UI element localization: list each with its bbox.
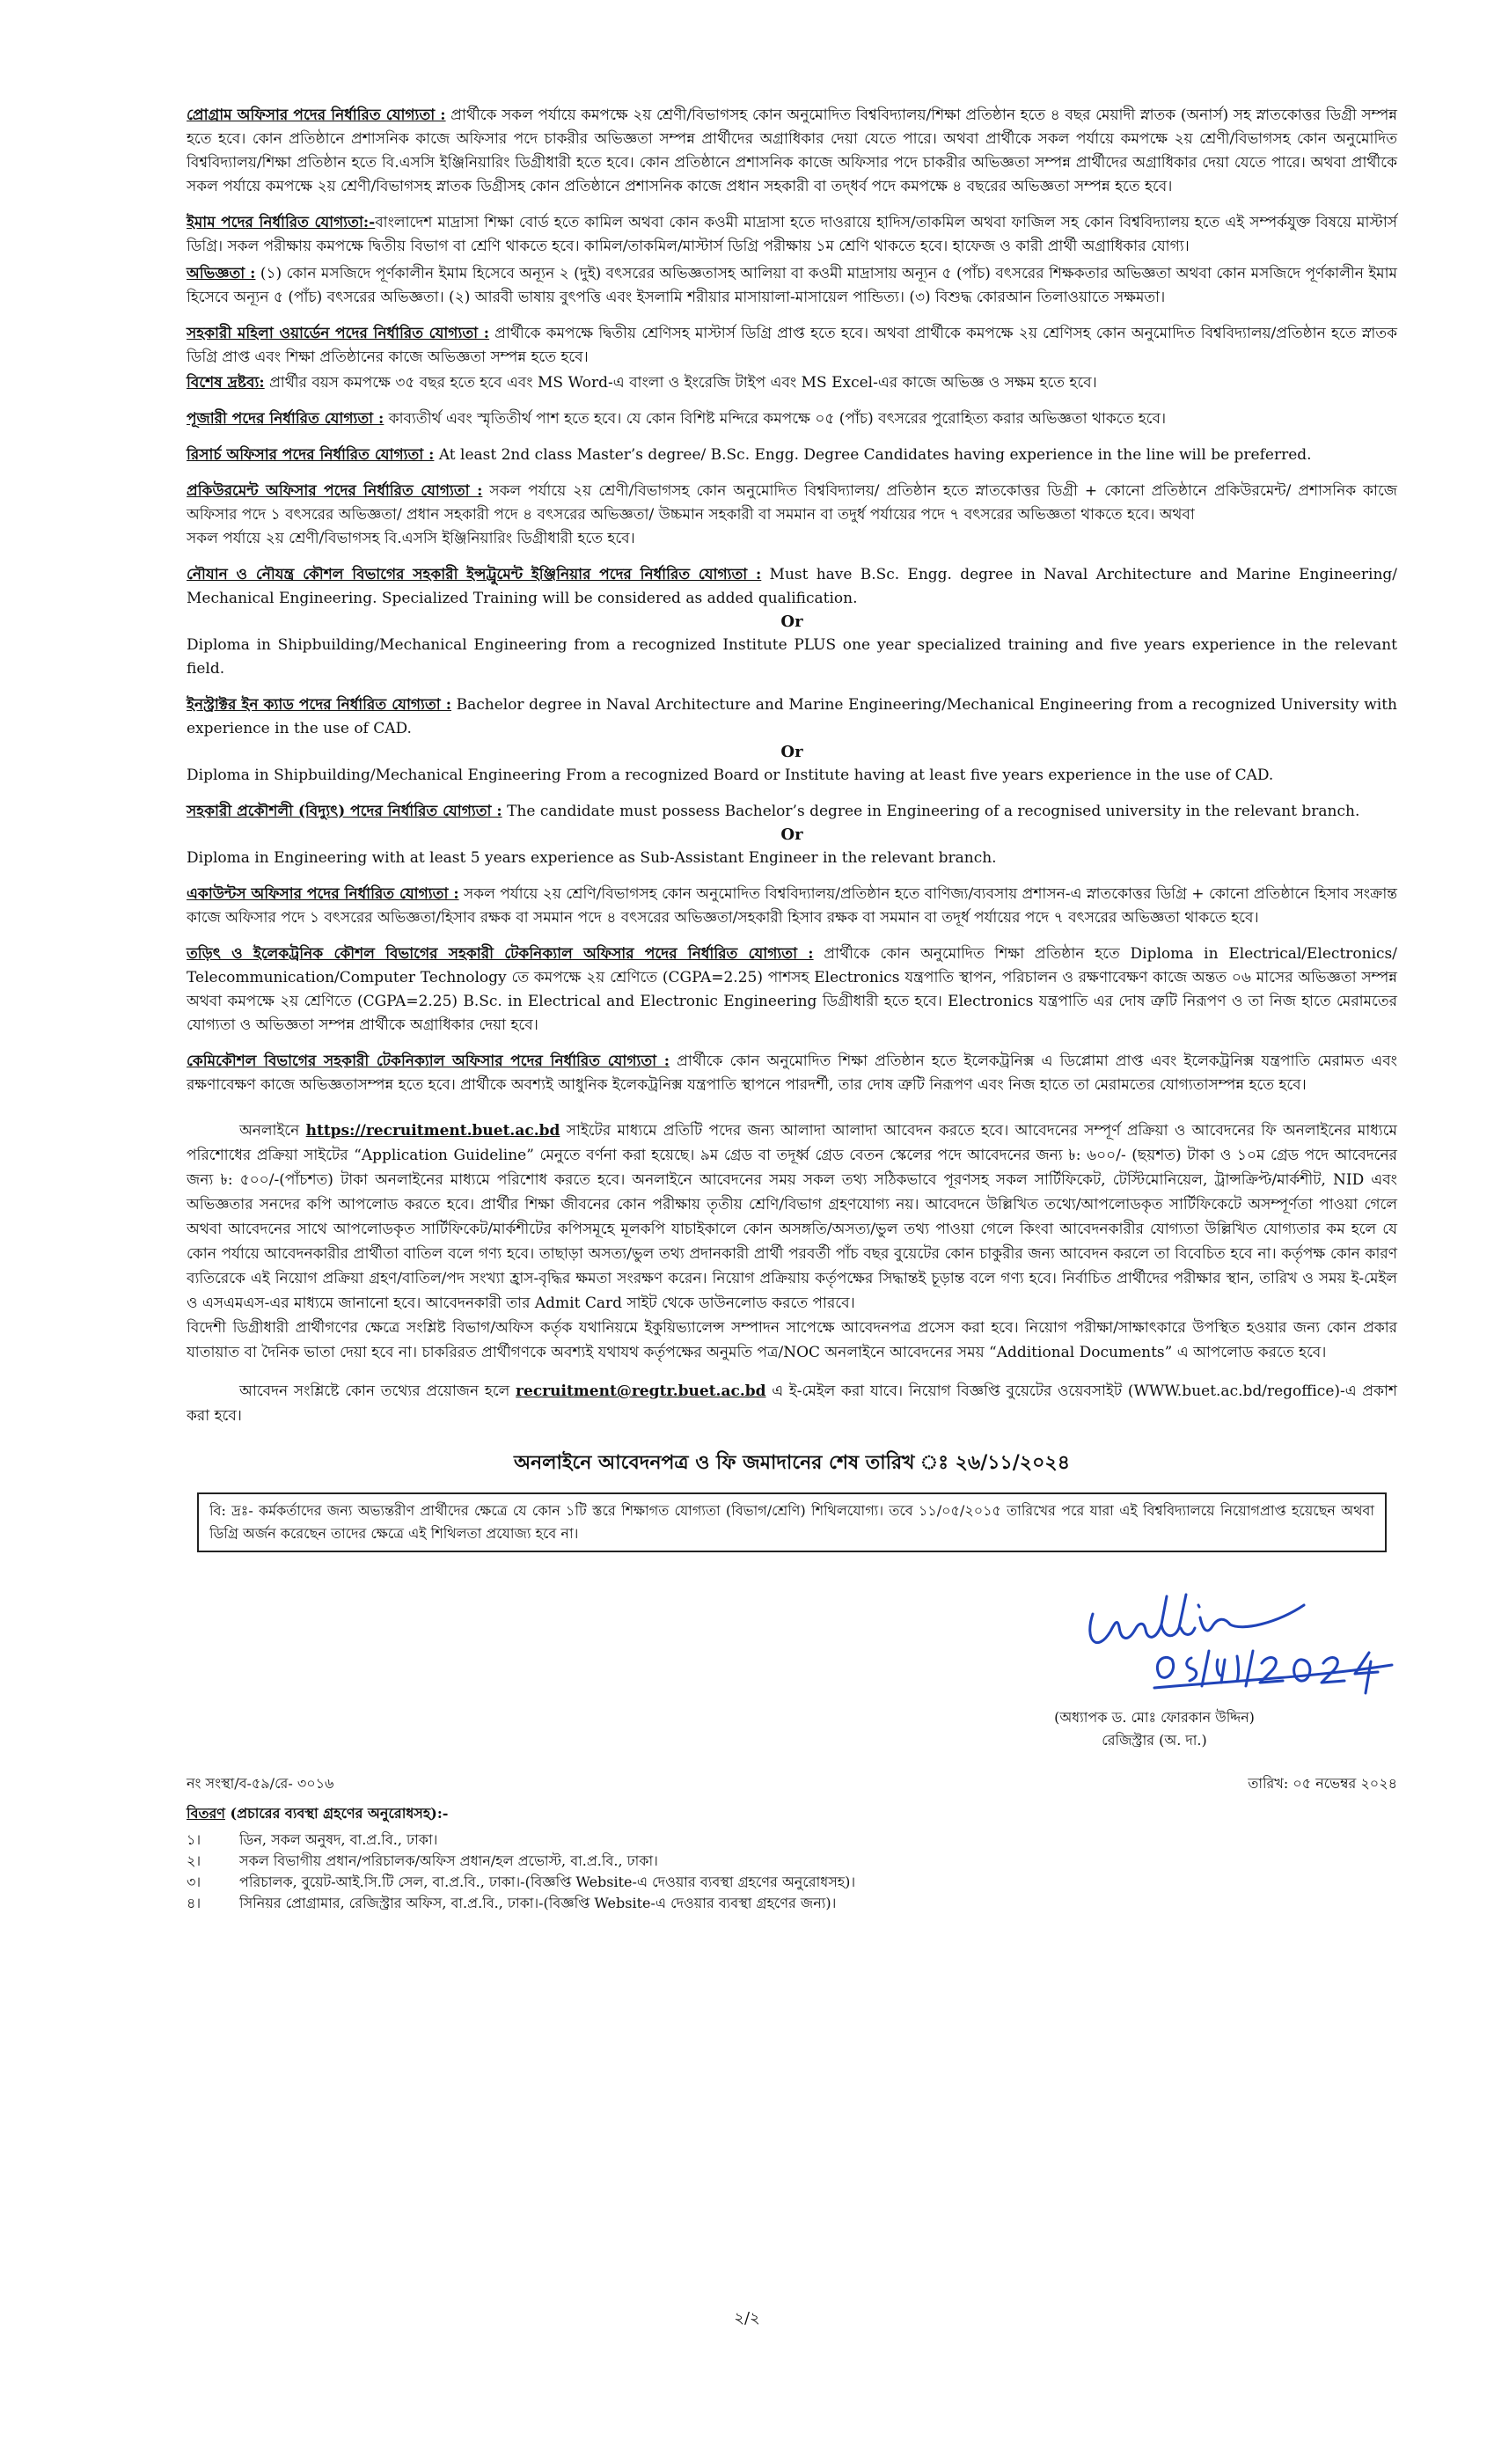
section-label: প্রোগ্রাম অফিসার পদের নির্ধারিত যোগ্যতা : [187,106,446,124]
section-text: Must have B.Sc. Engg. degree in Naval Architecture and Marine Engineering/ Mechanical Engineering. Specialized Training will be considered as added qualification. [187,566,1398,607]
section-imam [187,211,1397,259]
section-label: ইনস্ট্রাক্টর ইন ক্যাড পদের নির্ধারিত যোগ্যতা : [187,696,451,714]
section-research-officer [187,444,1397,467]
list-item [187,1830,1397,1851]
signature-area [187,1552,1397,1772]
item-number: ৪। [187,1895,201,1911]
section-eee-technical-officer [187,942,1397,1038]
contact-info [187,1379,1397,1428]
section-label: সহকারী মহিলা ওয়ার্ডেন পদের নির্ধারিত যোগ্যতা : [187,325,490,342]
section-text: কাব্যতীর্থ এবং স্মৃতিতীর্থ পাশ হতে হবে। যে কোন বিশিষ্ট মন্দিরে কমপক্ষে ০৫ (পাঁচ) বৎসরের পুরোহিত্য করার অভিজ্ঞতা থাকতে হবে। [388,410,1167,428]
distribution-title: বিতরণ [187,1805,225,1822]
recruitment-email-link[interactable]: recruitment@regtr.buet.ac.bd [516,1382,766,1400]
section-procurement-alt: সকল পর্যায়ে ২য় শ্রেণী/বিভাগসহ বি.এসসি ইঞ্জিনিয়ারিং ডিগ্রীধারী হতে হবে। [187,530,635,547]
section-text: (১) কোন মসজিদে পূর্ণকালীন ইমাম হিসেবে অন্যূন ২ (দুই) বৎসরের অভিজ্ঞতাসহ আলিয়া বা কওমী মাদ্রাসায় অন্যূন ৫ (পাঁচ) বৎসরের শিক্ষকতার অভিজ্ঞতা অথবা কোন মসজিদে পূর্ণকালীন ইমাম হিসেবে অন্যূন ৫ (পাঁচ) বৎসরের অভিজ্ঞতা। (২) আরবী ভাষায় বুৎপত্তি এবং ইসলামি শরীয়ার মাসায়ালা-মাসায়েল পান্ডিত্য। (৩) বিশুদ্ধ কোরআন তিলাওয়াতে সক্ষমতা। [187,265,1397,306]
reference-number: নং সংস্থা/ব-৫৯/রে- ৩০১৬ [187,1775,334,1792]
section-text: প্রার্থীকে কমপক্ষে দ্বিতীয় শ্রেণিসহ মাস্টার্স ডিগ্রি প্রাপ্ত হতে হবে। অথবা প্রার্থীকে কমপক্ষে ২য় শ্রেণিসহ কোন অনুমোদিত বিশ্ববিদ্যালয়/প্রতিষ্ঠান হতে স্নাতক ডিগ্রি প্রাপ্ত এবং শিক্ষা প্রতিষ্ঠানের কাজে অভিজ্ঞতা সম্পন্ন হতে হবে। [187,325,1398,366]
application-deadline: অনলাইনে আবেদনপত্র ও ফি জমাদানের শেষ তারিখ ঃ ২৬/১১/২০২৪ [513,1451,1070,1474]
section-label: তড়িৎ ও ইলেকট্রনিক কৌশল বিভাগের সহকারী টেকনিক্যাল অফিসার পদের নির্ধারিত যোগ্যতা : [187,945,814,963]
or-separator: Or [780,612,803,631]
recruitment-link[interactable]: https://recruitment.buet.ac.bd [305,1122,560,1140]
handwritten-signature [1075,1579,1410,1702]
item-number: ২। [187,1852,201,1869]
item-text: সিনিয়র প্রোগ্রামার, রেজিস্ট্রার অফিস, বা.প্র.বি., ঢাকা।-(বিজ্ঞপ্তি Website-এ দেওয়ার ব্যবস্থা গ্রহণের জন্য)। [239,1895,837,1911]
item-text: ডিন, সকল অনুষদ, বা.প্র.বি., ঢাকা। [239,1831,438,1848]
distribution-list [187,1830,1397,1914]
relaxation-note: বি: দ্রঃ- কর্মকর্তাদের জন্য অভ্যন্তরীণ প্রার্থীদের ক্ষেত্রে যে কোন ১টি স্তরে শিক্ষাগত যোগ্যতা (বিভাগ/শ্রেণি) শিথিলযোগ্য। তবে ১১/০৫/২০১৫ তারিখের পরে যারা এই বিশ্ববিদ্যালয়ে নিয়োগপ্রাপ্ত হয়েছেন অথবা ডিগ্রি অর্জন করেছেন তাদের ক্ষেত্রে এই শিথিলতা প্রযোজ্য হবে না। [197,1492,1387,1552]
section-label: কেমিকৌশল বিভাগের সহকারী টেকনিক্যাল অফিসার পদের নির্ধারিত যোগ্যতা : [187,1052,670,1070]
section-accounts-officer [187,883,1397,930]
section-alt-text: Diploma in Shipbuilding/Mechanical Engineering From a recognized Board or Institute having at least five years experience in the use of CAD. [187,766,1274,784]
section-label: ইমাম পদের নির্ধারিত যোগ্যতা:- [187,214,376,231]
list-item [187,1893,1397,1914]
section-cad-instructor [187,693,1397,741]
distribution-heading [187,1802,1397,1826]
section-label: সহকারী প্রকৌশলী (বিদ্যুৎ) পদের নির্ধারিত যোগ্যতা : [187,803,502,820]
section-text: সকল পর্যায়ে ২য় শ্রেণি/বিভাগসহ কোন অনুমোদিত বিশ্ববিদ্যালয়/প্রতিষ্ঠান হতে বাণিজ্য/ব্যবসায় প্রশাসন-এ স্নাতকোত্তর ডিগ্রি + কোনো প্রতিষ্ঠানে হিসাব সংক্রান্ত কাজে অফিসার পদে ১ বৎসরের অভিজ্ঞতা/হিসাব রক্ষক বা সমমান পদে ৪ বৎসরের অভিজ্ঞতা/সহকারী হিসাব রক্ষক বা সমমান বা তদূর্ধ পর্যায়ের পদে ৭ বৎসরের অভিজ্ঞতা থাকতে হবে। [187,885,1397,927]
instructions-body: সাইটের মাধ্যমে প্রতিটি পদের জন্য আলাদা আলাদা আবেদন করতে হবে। আবেদনের সম্পূর্ণ প্রক্রিয়া ও আবেদনের ফি অনলাইনের মাধ্যমে পরিশোধের প্রক্রিয়া সাইটের “Application Guideline” মেনুতে বর্ণনা করা হয়েছে। ৯ম গ্রেড বা তদূর্ধ্ব গ্রেড বেতন স্কেলের পদে আবেদনের জন্য ৳: ৬০০/- (ছয়শত) টাকা ও ১০ম গ্রেড পদে আবেদনের জন্য ৳: ৫০০/-(পাঁচশত) টাকা অনলাইনের মাধ্যমে পরিশোধ করতে হবে। অনলাইনে আবেদনের সময় সকল তথ্য সঠিকভাবে পূরণসহ সকল সার্টিফিকেট, টেস্টিমোনিয়েল, ট্রান্সক্রিপ্ট/মার্কশীট, NID এবং অভিজ্ঞতার সনদের কপি আপলোড করতে হবে। প্রার্থীর শিক্ষা জীবনের কোন পরীক্ষায় তৃতীয় শ্রেণি/বিভাগ গ্রহণযোগ্য নয়। আবেদনে উল্লিখিত তথ্যে/আপলোডকৃত সার্টিফিকেটে অসম্পূর্ণতা পাওয়া গেলে অথবা আবেদনের সাথে আপলোডকৃত সার্টিফিকেট/মার্কশীটের কপিসমূহে মূলকপি যাচাইকালে কোন অসঙ্গতি/অসত্য/ভুল তথ্য পাওয়া গেলে কিংবা আবেদনকারীর যোগ্যতা উল্লিখিত যোগ্যতার কম হলে যে কোন পর্যায়ে আবেদনকারীর প্রার্থীতা বাতিল বলে গণ্য হবে। তাছাড়া অসত্য/ভুল তথ্য প্রদানকারী প্রার্থী পরবর্তী পাঁচ বছর বুয়েটের কোন চাকুরীর জন্য আবেদন করলে তা বিবেচিত হবে না। কর্তৃপক্ষ কোন কারণ ব্যতিরেকে এই নিয়োগ প্রক্রিয়া গ্রহণ/বাতিল/পদ সংখ্যা হ্রাস-বৃদ্ধির ক্ষমতা সংরক্ষণ করেন। নিয়োগ প্রক্রিয়ায় কর্তৃপক্ষের সিদ্ধান্তই চূড়ান্ত বলে গণ্য হবে। নির্বাচিত প্রার্থীদের পরীক্ষার স্থান, তারিখ ও সময় ই-মেইল ও এসএমএস-এর মাধ্যমে জানানো হবে। আবেদনকারী তার Admit Card সাইট থেকে ডাউনলোড করতে পারবে। [187,1122,1397,1312]
section-text: At least 2nd class Master’s degree/ B.Sc. Engg. Degree Candidates having experience in the line will be preferred. [438,446,1312,464]
item-text: পরিচালক, বুয়েট-আই.সি.টি সেল, বা.প্র.বি., ঢাকা।-(বিজ্ঞপ্তি Website-এ দেওয়ার ব্যবস্থা গ্রহণের অনুরোধসহ)। [239,1874,856,1890]
distribution-subtitle: (প্রচারের ব্যবস্থা গ্রহণের অনুরোধসহ):- [230,1805,449,1822]
page-number: ২/২ [734,2309,760,2328]
section-label: নৌযান ও নৌযন্ত্র কৌশল বিভাগের সহকারী ইন্সট্রুমেন্ট ইঞ্জিনিয়ার পদের নির্ধারিত যোগ্যতা : [187,566,762,583]
section-special-note [187,371,1397,395]
section-procurement-officer [187,480,1397,527]
or-separator: Or [780,743,803,761]
section-text: বাংলাদেশ মাদ্রাসা শিক্ষা বোর্ড হতে কামিল অথবা কোন কওমী মাদ্রাসা হতে দাওরায়ে হাদিস/তাকমিল অথবা ফাজিল সহ কোন বিশ্ববিদ্যালয় হতে এই সম্পর্কযুক্ত বিষয়ে মাস্টার্স ডিগ্রি। সকল পরীক্ষায় কমপক্ষে দ্বিতীয় বিভাগ বা শ্রেণি থাকতে হবে। কামিল/তাকমিল/মাস্টার্স ডিগ্রি পরীক্ষায় ১ম শ্রেণি থাকতে হবে। হাফেজ ও কারী প্রার্থী অগ্রাধিকার যোগ্য। [187,214,1397,255]
section-experience [187,262,1397,310]
list-item [187,1851,1397,1872]
section-text: The candidate must possess Bachelor’s degree in Engineering of a recognised university in the relevant branch. [507,803,1360,820]
notice-page [187,104,1397,1914]
section-label: রিসার্চ অফিসার পদের নির্ধারিত যোগ্যতা : [187,446,435,464]
item-number: ৩। [187,1874,201,1890]
section-label: পূজারী পদের নির্ধারিত যোগ্যতা : [187,410,384,428]
contact-suffix: এ ই-মেইল করা যাবে। নিয়োগ বিজ্ঞপ্তি বুয়েটের ওয়েবসাইট (WWW.buet.ac.bd/regoffice)-এ প্রকাশ করা হবে। [187,1382,1397,1425]
section-priest [187,407,1397,431]
application-instructions [187,1118,1397,1316]
section-label: প্রকিউরমেন্ট অফিসার পদের নির্ধারিত যোগ্যতা : [187,482,483,500]
memo-date: তারিখ: ০৫ নভেম্বর ২০২৪ [1248,1775,1397,1792]
contact-prefix: আবেদন সংশ্লিষ্টে কোন তথ্যের প্রয়োজন হলে [239,1382,510,1400]
section-assistant-engineer [187,800,1397,824]
signatory-block [1022,1706,1286,1752]
section-text: সকল পর্যায়ে ২য় শ্রেণী/বিভাগসহ কোন অনুমোদিত বিশ্ববিদ্যালয়/ প্রতিষ্ঠান হতে স্নাতকোত্তর ডিগ্রী + কোনো প্রতিষ্ঠানে প্রকিউরমেন্ট/ প্রশাসনিক কাজে অফিসার পদে ১ বৎসরের অভিজ্ঞতা/ প্রধান সহকারী পদে ৪ বৎসরের অভিজ্ঞতা/ উচ্চমান সহকারী বা সমমান বা তদুর্ধ পর্যায়ের পদে ৭ বৎসরের অভিজ্ঞতা থাকতে হবে। অথবা [187,482,1398,524]
section-text: প্রার্থীর বয়স কমপক্ষে ৩৫ বছর হতে হবে এবং MS Word-এ বাংলা ও ইংরেজি টাইপ এবং MS Excel-এর কাজে অভিজ্ঞ ও সক্ষম হতে হবে। [269,374,1097,392]
memo-meta [187,1772,1397,1799]
section-program-officer [187,104,1397,199]
section-instrument-engineer [187,563,1397,611]
item-text: সকল বিভাগীয় প্রধান/পরিচালক/অফিস প্রধান/হল প্রভোস্ট, বা.প্র.বি., ঢাকা। [239,1852,658,1869]
section-alt-text: Diploma in Engineering with at least 5 years experience as Sub-Assistant Engineer in the relevant branch. [187,849,997,867]
section-text: প্রার্থীকে সকল পর্যায়ে কমপক্ষে ২য় শ্রেণী/বিভাগসহ কোন অনুমোদিত বিশ্ববিদ্যালয়/শিক্ষা প্রতিষ্ঠান হতে ৪ বছর মেয়াদী স্নাতক (অনার্স) সহ স্নাতকোত্তর ডিগ্রী সম্পন্ন হতে হবে। কোন প্রতিষ্ঠানে প্রশাসনিক কাজে অফিসার পদে চাকরীর অভিজ্ঞতা সম্পন্ন প্রার্থীদের অগ্রাধিকার দেয়া যেতে পারে। অথবা প্রার্থীকে সকল পর্যায়ে কমপক্ষে ২য় শ্রেণী/বিভাগসহ কোন অনুমোদিত বিশ্ববিদ্যালয়/শিক্ষা প্রতিষ্ঠান হতে বি.এসসি ইঞ্জিনিয়ারিং ডিগ্রীধারী হতে হবে। কোন প্রতিষ্ঠানে প্রশাসনিক কাজে অফিসার পদে চাকরীর অভিজ্ঞতা সম্পন্ন প্রার্থীদের অগ্রাধিকার দেয়া যেতে পারে। অথবা প্রার্থীকে সকল পর্যায়ে কমপক্ষে ২য় শ্রেণী/বিভাগসহ স্নাতক ডিগ্রীসহ কোন প্রতিষ্ঠানে প্রশাসনিক কাজে প্রধান সহকারী বা তদ্‌ধর্ব পদে কমপক্ষে ৪ বছরের অভিজ্ঞতা সম্পন্ন হতে হবে। [187,106,1398,195]
section-alt-text: Diploma in Shipbuilding/Mechanical Engineering from a recognized Institute PLUS one year specialized training and five years experience in the relevant field. [187,636,1397,678]
section-female-warden [187,322,1397,370]
section-label: একাউন্টস অফিসার পদের নির্ধারিত যোগ্যতা : [187,885,459,903]
signatory-name: (অধ্যাপক ড. মোঃ ফোরকান উদ্দিন) [1054,1709,1255,1726]
section-label: বিশেষ দ্রষ্টব্য: [187,374,265,392]
list-item [187,1872,1397,1893]
section-label: অভিজ্ঞতা : [187,265,256,282]
instructions-prefix: অনলাইনে [239,1122,300,1140]
item-number: ১। [187,1831,201,1848]
section-text: প্রার্থীকে কোন অনুমোদিত শিক্ষা প্রতিষ্ঠান হতে ইলেকট্রনিক্স এ ডিপ্লোমা প্রাপ্ত এবং ইলেকট্রনিক্স যন্ত্রপাতি মেরামত এবং রক্ষণাবেক্ষণ কাজে অভিজ্ঞতাসম্পন্ন হতে হবে। প্রার্থীকে অবশ্যই আধুনিক ইলেকট্রনিক্স যন্ত্রপাতি স্থাপনে পারদর্শী, তার দোষ ত্রুটি নিরূপণ এবং নিজ হাতে তা মেরামতের যোগ্যতাসম্পন্ন হতে হবে। [187,1052,1397,1094]
foreign-degree-note: বিদেশী ডিগ্রীধারী প্রার্থীগণের ক্ষেত্রে সংশ্লিষ্ট বিভাগ/অফিস কর্তৃক যথানিয়মে ইকুয়িভ্যালেন্স সম্পাদন সাপেক্ষে আবেদনপত্র প্রসেস করা হবে। নিয়োগ পরীক্ষা/সাক্ষাৎকারে উপস্থিত হওয়ার জন্য কোন প্রকার যাতায়াত বা দৈনিক ভাতা দেয়া হবে না। চাকরিরত প্রার্থীগণকে অবশ্যই যথাযথ কর্তৃপক্ষের অনুমতি পত্র/NOC অনলাইনে আবেদনের সময় “Additional Documents” এ আপলোড করতে হবে। [187,1319,1397,1361]
section-text: প্রার্থীকে কোন অনুমোদিত শিক্ষা প্রতিষ্ঠান হতে Diploma in Electrical/Electronics/ Telecommunication/Computer Technology তে কমপক্ষে ২য় শ্রেণিতে (CGPA=2.25) পাশসহ Electronics যন্ত্রপাতি স্থাপন, পরিচালন ও রক্ষণাবেক্ষণ কাজে অন্তত ০৬ মাসের অভিজ্ঞতা সম্পন্ন অথবা কমপক্ষে ২য় শ্রেণিতে (CGPA=2.25) B.Sc. in Electrical and Electronic Engineering ডিগ্রীধারী হতে হবে। Electronics যন্ত্রপাতি এর দোষ ত্রুটি নিরূপণ ও তা নিজ হাতে মেরামতের যোগ্যতা ও অভিজ্ঞতা সম্পন্ন প্রার্থীকে অগ্রাধিকার দেয়া হবে। [187,945,1397,1034]
qualification-sections [187,104,1397,1097]
or-separator: Or [780,825,803,844]
section-che-technical-officer [187,1050,1397,1097]
section-text: Bachelor degree in Naval Architecture and Marine Engineering/Mechanical Engineering from a recognized University with experience in the use of CAD. [187,696,1397,737]
signatory-title: রেজিস্ট্রার (অ. দা.) [1102,1732,1207,1749]
